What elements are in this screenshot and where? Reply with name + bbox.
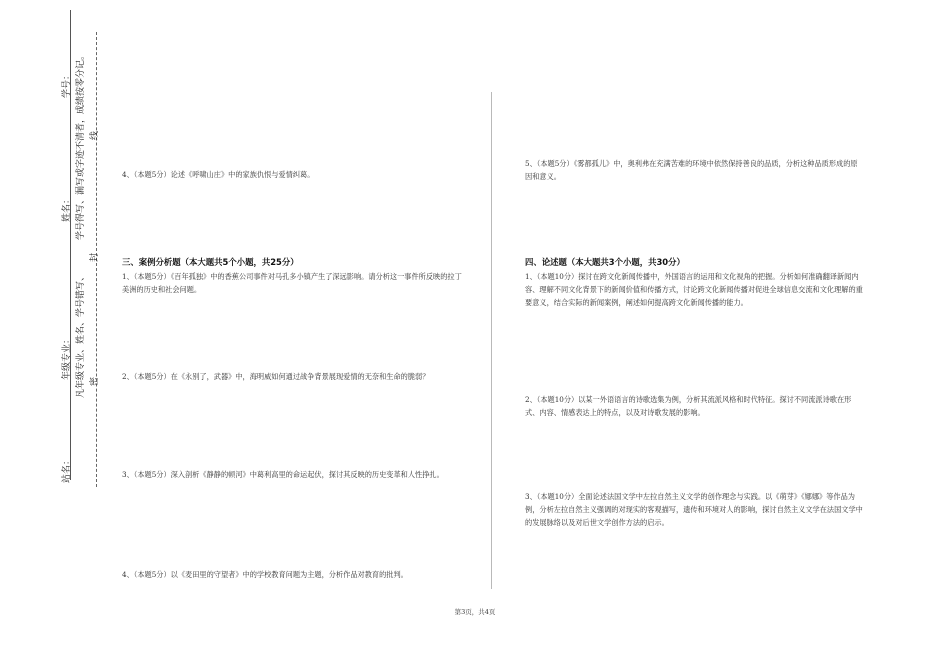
section-4-title: 四、论述题（本大题共3个小题，共30分） xyxy=(525,257,685,267)
section-3-title: 三、案例分析题（本大题共5个小题，共25分） xyxy=(122,257,299,267)
column-divider xyxy=(491,92,492,589)
section-4-question-2: 2、（本题10分）以某一外语语言的诗歌选集为例，分析其流派风格和时代特征。探讨不同流派诗歌在形式、内容、情感表达上的特点，以及对诗歌发展的影响。 xyxy=(525,395,852,417)
binding-mark-mi: 密 xyxy=(90,376,100,386)
binding-warning-1: 学号得写、漏写或字迹不清者，成绩按零分记。 xyxy=(76,50,86,240)
page-footer: 第3页，共4页 xyxy=(454,608,496,616)
section-4-question-1: 1、（本题10分）探讨在跨文化新闻传播中，外国语言的运用和文化视角的把握。分析如何准确翻译新闻内容、理解不同文化背景下的新闻价值和传播方式，讨论跨文化新闻传播对促进全球信息交流和文化理解的重要意义，结合实际的新闻案例，阐述如何提高跨文化新闻传播的能力。 xyxy=(525,272,863,307)
label-xuehao: 学号： xyxy=(62,70,72,98)
section-3-question-3: 3、（本题5分）深入剖析《静静的顿河》中葛利高里的命运起伏，探讨其反映的历史变革和人性挣扎。 xyxy=(122,470,444,479)
section-3-question-1: 1、（本题5分）《百年孤独》中的香蕉公司事件对马孔多小镇产生了深远影响。请分析这一事件所反映的拉丁美洲的历史和社会问题。 xyxy=(122,272,462,294)
label-nianji: 年级专业： xyxy=(62,334,72,380)
label-xingming: 姓名： xyxy=(62,194,72,222)
left-question-4-prev: 4、（本题5分）论述《呼啸山庄》中的家族仇恨与爱情纠葛。 xyxy=(122,170,315,179)
binding-margin xyxy=(18,0,118,672)
binding-mark-feng: 封 xyxy=(90,252,100,262)
right-question-5-prev: 5、（本题5分）《雾都孤儿》中，奥利弗在充满苦难的环境中依然保持善良的品质，分析这种品质形成的原因和意义。 xyxy=(525,159,858,181)
section-3-question-2: 2、（本题5分）在《永别了，武器》中，海明威如何通过战争背景展现爱情的无奈和生命的脆弱？ xyxy=(122,372,430,381)
label-zhanming: 站名： xyxy=(62,455,72,483)
section-3-question-4: 4、（本题5分）以《麦田里的守望者》中的学校教育问题为主题，分析作品对教育的批判。 xyxy=(122,570,408,579)
section-4-question-3: 3、（本题10分）全面论述法国文学中左拉自然主义文学的创作理念与实践。以《萌芽》《娜娜》等作品为例，分析左拉自然主义强调的对现实的客观描写，遗传和环境对人的影响，探讨自然主义文学在法国文学中的发展脉络以及对后世文学创作方法的启示。 xyxy=(525,492,863,527)
binding-mark-xian: 线 xyxy=(90,130,100,140)
binding-warning-2: 凡年级专业、姓名、学号错写、 xyxy=(76,271,86,398)
